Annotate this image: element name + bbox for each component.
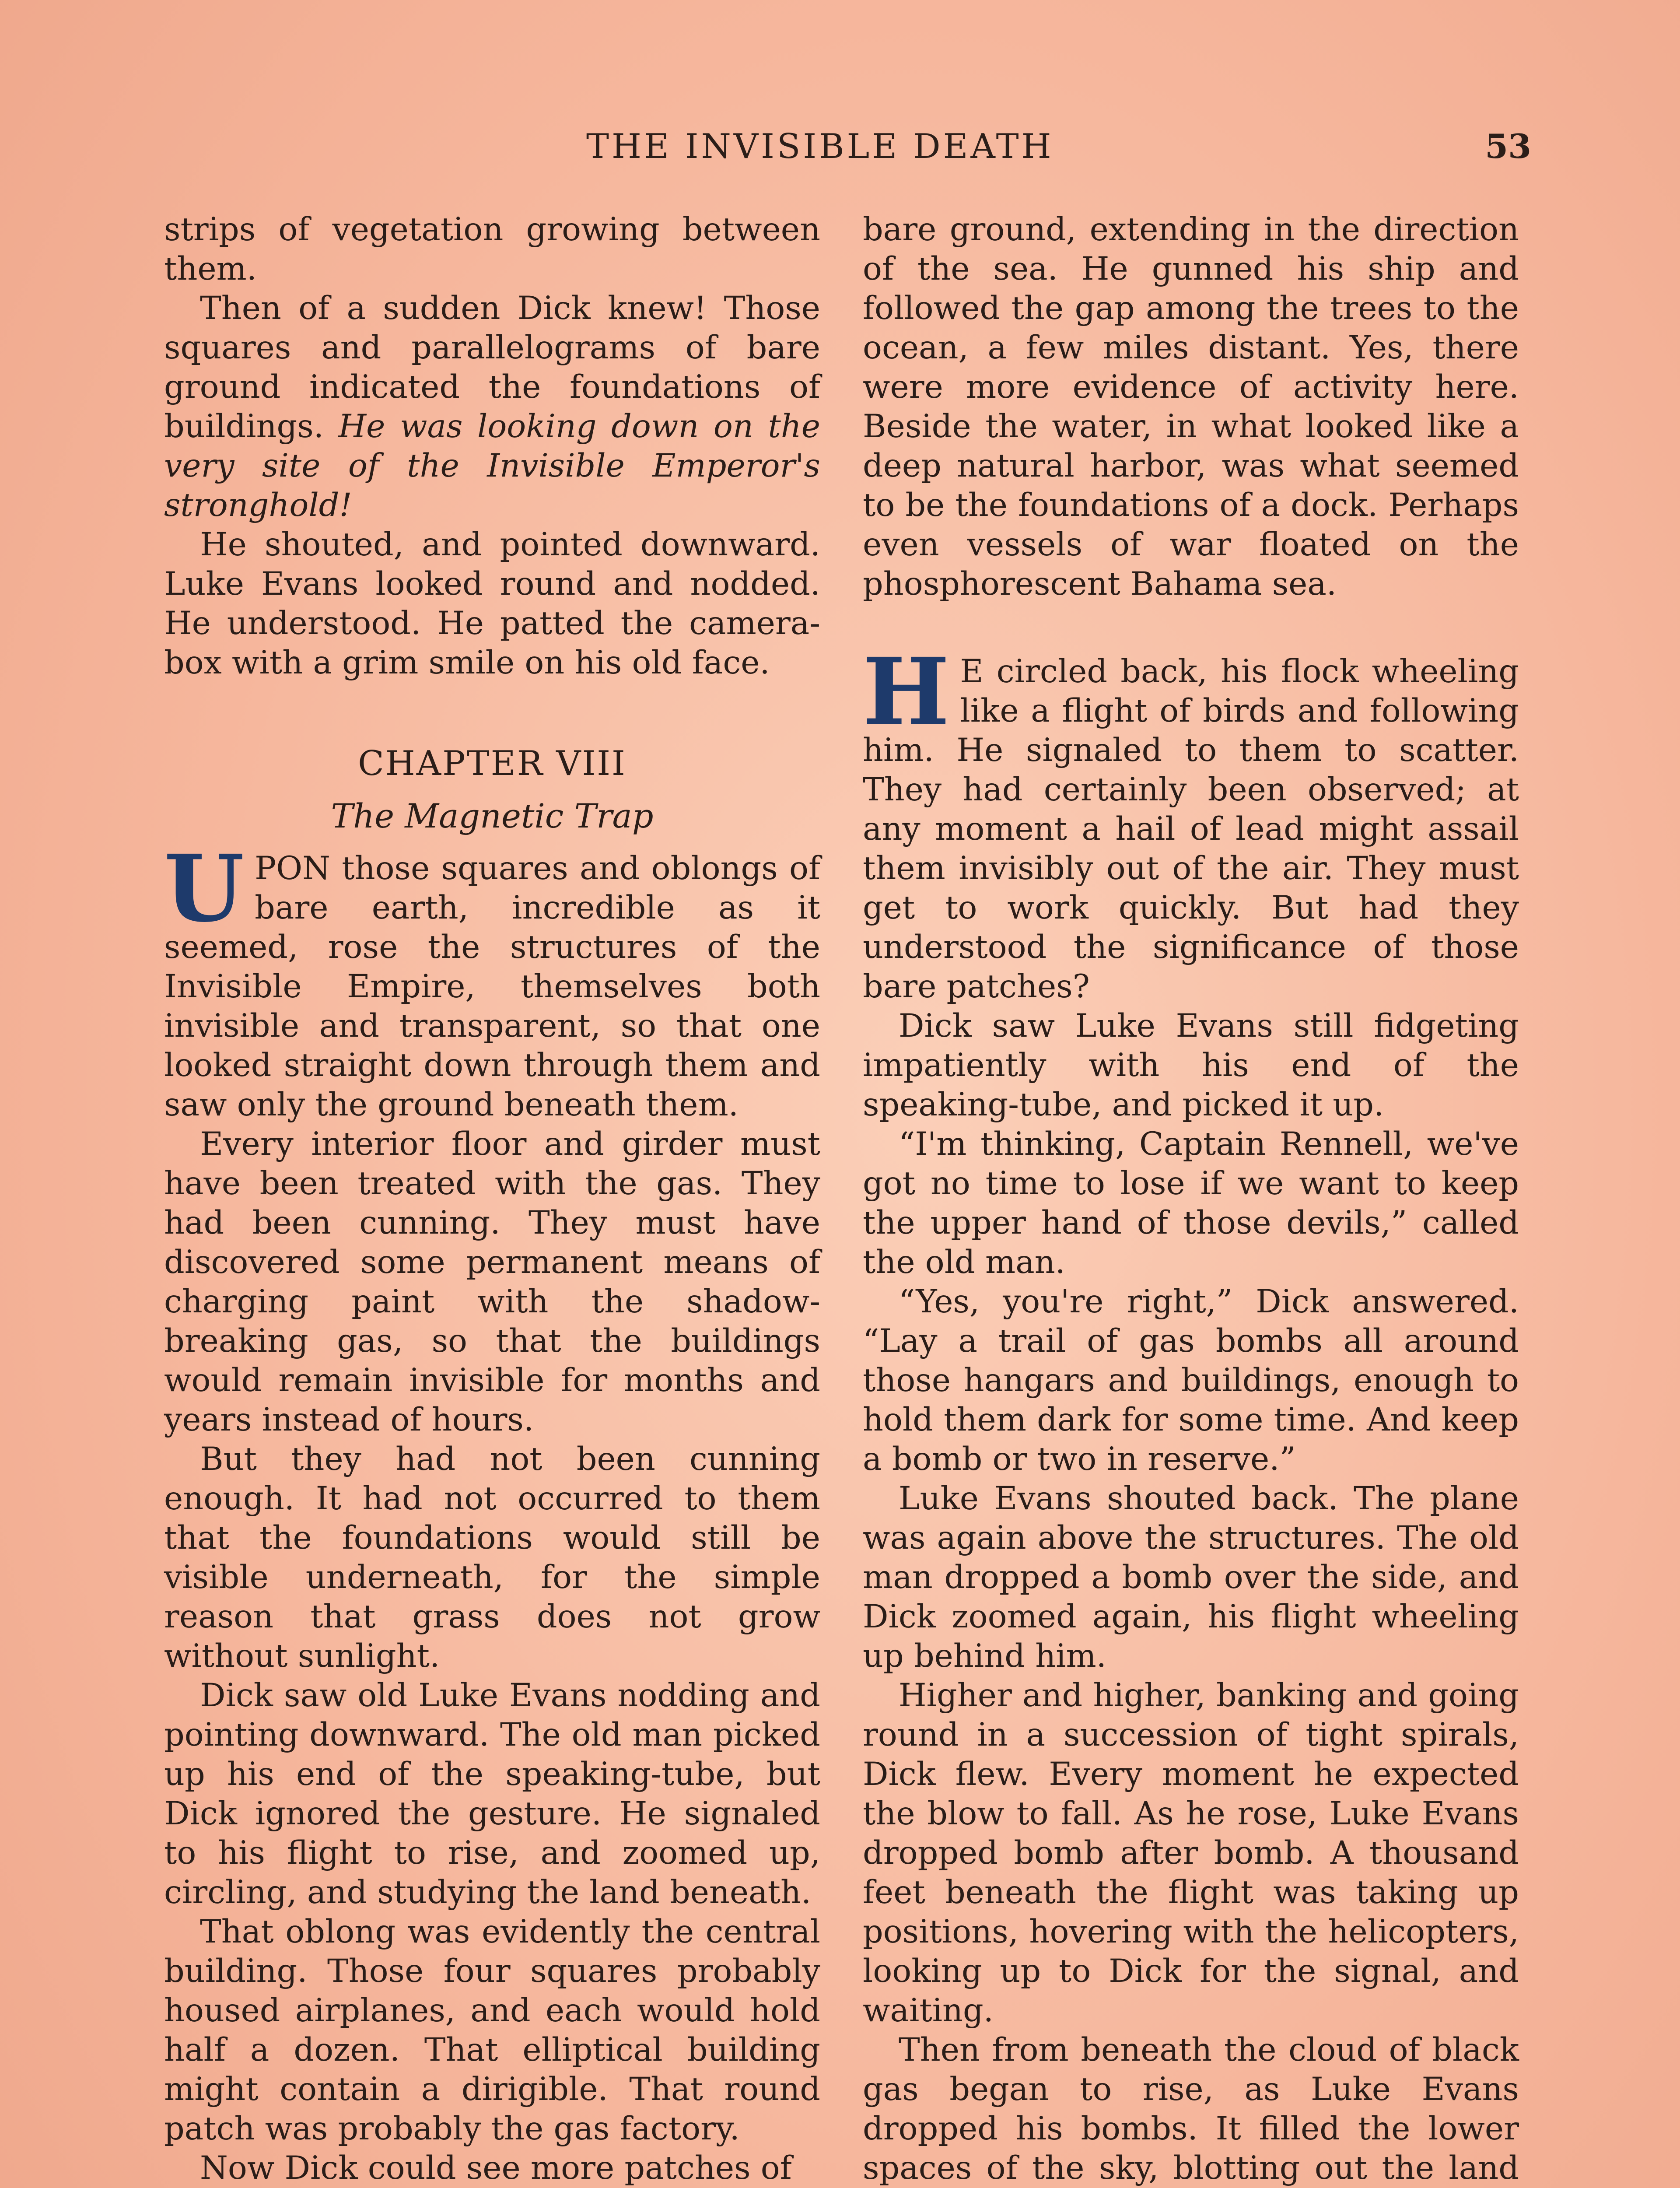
- paragraph: [164, 289, 820, 525]
- paragraph-text: E circled back, his flock wheeling like a flight of birds and following him. He signaled to them to scatter. They had certainly been observed; at any moment a hail of lead might assail them invisibly out of the air. They must get to work quickly. But had they understood the significance of those bare patches?: [863, 653, 1519, 1005]
- chapter-title: CHAPTER VIII: [358, 744, 626, 783]
- paragraph-text: Then of a sudden Dick knew! Those squares and parallelograms of bare ground indicated the foundations of buildings.: [164, 290, 820, 445]
- paragraph: Dick saw Luke Evans still fidgeting impatiently with his end of the speaking-tube, and picked it up.: [863, 1007, 1519, 1123]
- paragraph: [863, 638, 1519, 1006]
- right-column: [863, 210, 1519, 2188]
- paragraph: “Yes, you're right,” Dick answered. “Lay a trail of gas bombs all around those hangars and buildings, enough to hold them dark for some time. And keep a bomb or two in reserve.”: [863, 1283, 1519, 1478]
- paragraph: Then from beneath the cloud of black gas began to rise, as Luke Evans dropped his bombs. It filled the lower spaces of the sky, blotting out the land: [863, 2031, 1519, 2187]
- italic-text: He was looking down on the very site of the Invisible Emperor's stronghold!: [164, 408, 821, 524]
- paragraph: Higher and higher, banking and going round in a succession of tight spirals, Dick flew. Every moment he expected the blow to fall. As he rose, Luke Evans dropped bomb after bomb. A thousand feet beneath the flight was taking up positions, hovering with the helicopters, looking up to Dick for the signal, and waiting.: [863, 1677, 1519, 2029]
- paragraph: Now Dick could see more patches of: [200, 2149, 792, 2187]
- left-column: [164, 210, 820, 2188]
- paragraph: [164, 835, 820, 1125]
- paragraph: bare ground, extending in the direction of the sea. He gunned his ship and followed the gap among the trees to the ocean, a few miles distant. Yes, there were more evidence of activity here. Beside the water, in what looked like a deep natural harbor, was what seemed to be the foundations of a dock. Perhaps even vessels of war floated on the phosphorescent Bahama sea.: [863, 211, 1519, 603]
- paragraph-text: PON those squares and oblongs of bare earth, incredible as it seemed, rose the structures of the Invisible Empire, themselves both invisible and transparent, so that one looked straight down through them and saw only the ground beneath them.: [164, 850, 820, 1123]
- paragraph: Dick saw old Luke Evans nodding and pointing downward. The old man picked up his end of the speaking-tube, but Dick ignored the gesture. He signaled to his flight to rise, and zoomed up, circling, and studying the land beneath.: [164, 1677, 820, 1911]
- paragraph: That oblong was evidently the central building. Those four squares probably housed airplanes, and each would hold half a dozen. That elliptical building might contain a dirigible. That round patch was probably the gas factory.: [164, 1913, 820, 2147]
- paragraph: But they had not been cunning enough. It had not occurred to them that the foundations would still be visible underneath, for the simple reason that grass does not grow without sunlight.: [164, 1441, 820, 1675]
- paragraph: Every interior floor and girder must have been treated with the gas. They had been cunning. They must have discovered some permanent means of charging paint with the shadow-breaking gas, so that the buildings would remain invisible for months and years instead of hours.: [164, 1126, 820, 1438]
- running-head: THE INVISIBLE DEATH: [586, 127, 1054, 166]
- paragraph: He shouted, and pointed downward. Luke Evans looked round and nodded. He understood. He patted the camera-box with a grim smile on his old face.: [164, 526, 820, 681]
- paragraph: “I'm thinking, Captain Rennell, we've got no time to lose if we want to keep the upper hand of those devils,” called the old man.: [863, 1126, 1519, 1281]
- section-gap: [863, 604, 1519, 652]
- paragraph: strips of vegetation growing between them.: [164, 211, 820, 288]
- page-number: 53: [1485, 127, 1531, 166]
- paragraph: Luke Evans shouted back. The plane was again above the structures. The old man dropped a bomb over the side, and Dick zoomed again, his flight wheeling up behind him.: [863, 1480, 1519, 1675]
- drop-cap: H: [863, 638, 950, 746]
- chapter-subtitle: The Magnetic Trap: [331, 796, 654, 835]
- drop-cap: U: [164, 835, 245, 943]
